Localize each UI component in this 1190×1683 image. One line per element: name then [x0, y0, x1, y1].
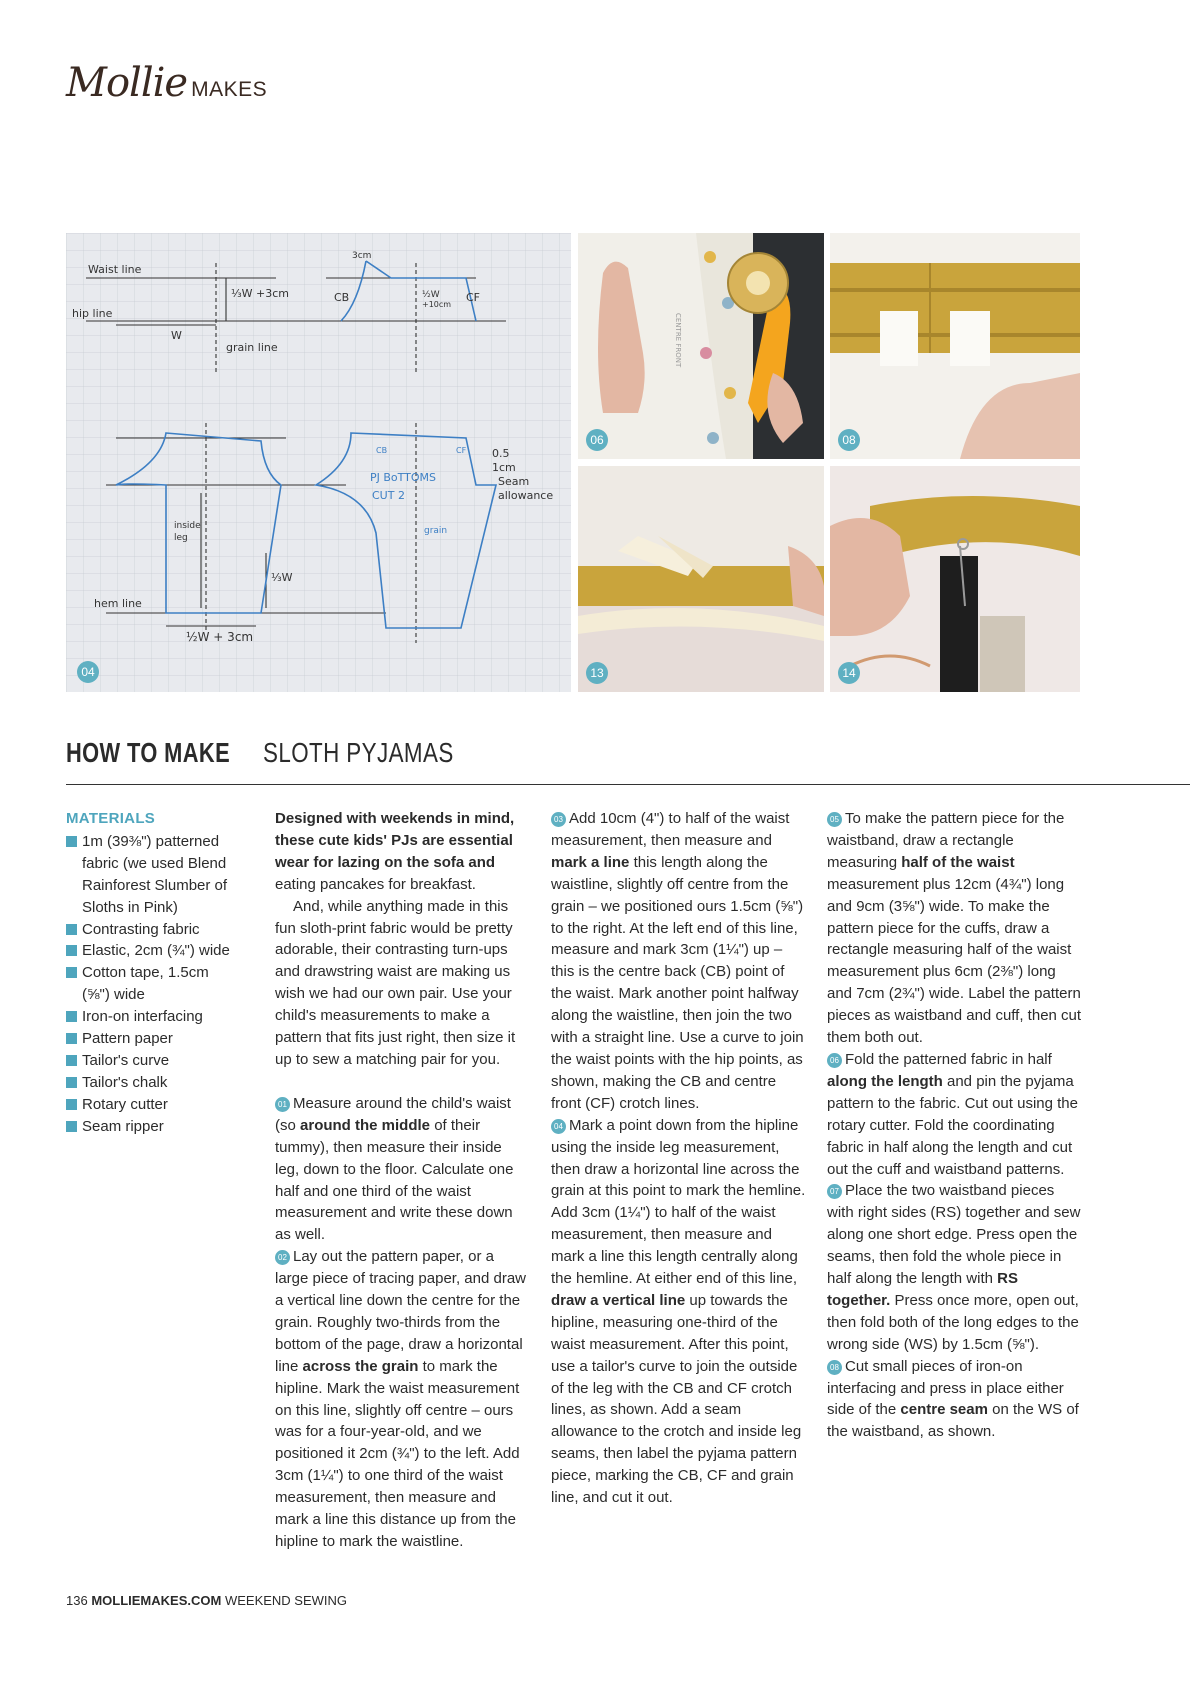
- body-column-1: [275, 808, 530, 1553]
- step-text: on the WS of the waistband, as shown.: [827, 1401, 1079, 1441]
- step-08: [827, 1356, 1082, 1444]
- materials-item: Tailor's curve: [66, 1050, 236, 1072]
- materials-item: Pattern paper: [66, 1028, 236, 1050]
- intro-paragraph-2: And, while anything made in this fun sloth-print fabric would be pretty adorable, their contrasting turn-ups and drawstring waist are making us wish we had our own pair. Use your child's measurements to make a pattern that fits just right, then size it up to sew a matching pair for you.: [275, 897, 516, 1068]
- step-bold: draw a vertical line: [551, 1291, 686, 1309]
- label-cf2: CF: [456, 446, 467, 455]
- step-bold: across the grain: [302, 1357, 419, 1375]
- materials-item: Cotton tape, 1.5cm (⅝") wide: [66, 962, 236, 1006]
- body-column-3: [827, 808, 1082, 1443]
- materials-item: Elastic, 2cm (¾") wide: [66, 940, 236, 962]
- pattern-sketch-graphic: [66, 233, 571, 692]
- footer-section: WEEKEND SEWING: [224, 1593, 348, 1608]
- label-cb2: CB: [376, 446, 388, 455]
- step-badge-04: 04: [77, 661, 99, 683]
- step-text: Place the two waistband pieces with right sides (RS) together and sew along one short edge. Press open the seams, then fold the whole piece in half along the length with: [827, 1182, 1081, 1288]
- step-badge-08: 08: [838, 429, 860, 451]
- heading-rule: [66, 784, 1190, 785]
- step-badge-14: 14: [838, 662, 860, 684]
- photo-rotary-cutter: [578, 233, 824, 459]
- cotton-tape-graphic: [578, 466, 824, 692]
- step-01: [275, 1093, 530, 1246]
- label-3cm: 3cm: [352, 251, 372, 261]
- waistband-interfacing-graphic: [830, 233, 1080, 459]
- step-bold: centre seam: [900, 1401, 988, 1419]
- label-hip-line: hip line: [72, 307, 113, 320]
- heading-light: SLOTH PYJAMAS: [262, 737, 454, 768]
- step-number-06: 06: [827, 1053, 842, 1068]
- step-text: Measure around the child's waist (so: [275, 1094, 511, 1134]
- step-text: To make the pattern piece for the waistband, draw a rectangle measuring: [827, 810, 1065, 871]
- label-seam-1cm: 1cm: [492, 461, 516, 474]
- footer-site: MOLLIEMAKES.COM: [91, 1593, 222, 1608]
- photo-cotton-tape: [578, 466, 824, 692]
- page-number: 136: [66, 1593, 88, 1608]
- rotary-cutter-graphic: [578, 233, 824, 459]
- step-bold: along the length: [827, 1072, 943, 1090]
- elastic-safety-pin-graphic: [830, 466, 1080, 692]
- body-column-2: [551, 808, 806, 1509]
- step-number-05: 05: [827, 812, 842, 827]
- step-text: Cut small pieces of iron-on interfacing and press in place either side of the: [827, 1357, 1064, 1419]
- step-badge-13: 13: [586, 662, 608, 684]
- brand-makes: MAKES: [191, 78, 268, 101]
- step-number-07: 07: [827, 1184, 842, 1199]
- step-text: and pin the pyjama pattern to the fabric. Cut out using the rotary cutter. Fold the coordinating fabric in half along the length and cut out the cuff and waistband patterns.: [827, 1072, 1078, 1178]
- step-bold: half of the waist: [901, 853, 1015, 871]
- step-text: Add 10cm (4") to half of the waist measurement, then measure and: [551, 810, 790, 849]
- step-text: Press once more, open out, then fold both of the long edges to the wrong side (WS) by 1.5cm (⅝").: [827, 1291, 1079, 1353]
- label-waist-line: Waist line: [88, 263, 142, 276]
- step-number-01: 01: [275, 1097, 290, 1112]
- step-text: Fold the patterned fabric in half: [845, 1050, 1052, 1068]
- step-06: [827, 1049, 1082, 1180]
- step-03: [551, 808, 806, 1115]
- label-grain-line: grain line: [226, 341, 278, 354]
- photo-waistband-interfacing: [830, 233, 1080, 459]
- label-third-w-2: ⅓W: [271, 571, 293, 584]
- label-hem-line: hem line: [94, 597, 142, 610]
- label-third-w: ⅓W +3cm: [231, 287, 290, 300]
- label-pj-bottoms: PJ BoTTOMS: [370, 471, 437, 484]
- label-plus10: +10cm: [422, 300, 452, 309]
- label-w: W: [171, 329, 182, 342]
- intro-paragraph: [275, 808, 530, 896]
- label-grain: grain: [424, 526, 448, 536]
- step-07: [827, 1180, 1082, 1355]
- step-number-08: 08: [827, 1360, 842, 1375]
- intro-bold: Designed with weekends in mind, these cute kids' PJs are essential wear for lazing on the sofa and: [275, 810, 515, 871]
- label-seam: Seam: [498, 475, 530, 488]
- label-cf: CF: [466, 291, 481, 304]
- materials-item: Iron-on interfacing: [66, 1006, 236, 1028]
- step-bold: mark a line: [551, 853, 630, 871]
- section-heading: [66, 737, 501, 769]
- label-cut-2: CUT 2: [372, 489, 405, 502]
- materials-title: MATERIALS: [66, 810, 156, 827]
- photo-elastic-safety-pin: [830, 466, 1080, 692]
- step-text: to mark the hipline. Mark the waist measurement on this line, slightly off centre – ours was for a four-year-old, and we positioned it 2cm (¾") to the left. Add 3cm (1¼") to one third of the waist measurement, then measure and mark a line this distance up from the hipline to mark the waistline.: [275, 1357, 520, 1550]
- step-05: [827, 808, 1082, 1049]
- step-text: Mark a point down from the hipline using the inside leg measurement, then draw a horizontal line across the grain at this point to mark the hemline. Add 3cm (1¼") to half of the waist measurement, then measure and mark a line this length centrally along the hemline. At either end of this line,: [551, 1116, 806, 1288]
- materials-item: Rotary cutter: [66, 1094, 236, 1116]
- photo-pattern-sketch: [66, 233, 571, 692]
- heading-bold: HOW TO MAKE: [66, 737, 231, 768]
- brand-script: Mollie: [66, 60, 188, 106]
- tape-centre-front: CENTRE FRONT: [674, 313, 682, 368]
- step-text: this length along the waistline, slightly off centre from the grain – we positioned ours 1.5cm (⅝") to the right. At the left end of this line, measure and mark 3cm (1¼") up – this is the centre back (CB) point of the waist. Mark another point halfway along the waistline, then join the two with a straight line. Use a curve to join the waist points with the hip points, as shown, making the CB and centre front (CF) crotch lines.: [551, 853, 804, 1112]
- step-02: [275, 1246, 530, 1553]
- step-bold: around the middle: [300, 1116, 431, 1134]
- step-text: Lay out the pattern paper, or a large piece of tracing paper, and draw a vertical line down the centre for the grain. Roughly two-thirds from the bottom of the page, draw a horizontal line: [275, 1248, 526, 1375]
- page-footer: [66, 1593, 347, 1608]
- step-04: [551, 1115, 806, 1509]
- step-number-02: 02: [275, 1250, 290, 1265]
- step-badge-06: 06: [586, 429, 608, 451]
- step-text: up towards the hipline, measuring one-third of the waist measurement. After this point, use a tailor's curve to join the outside of the leg with the CB and CF crotch lines, as shown. Add a seam allowance to the crotch and inside leg seams, then label the pyjama pattern piece, marking the CB, CF and grain line, and cut it out.: [551, 1291, 802, 1507]
- label-leg: leg: [174, 533, 188, 543]
- label-half-w: ½W: [422, 290, 440, 300]
- materials-column: [66, 808, 236, 1138]
- intro-rest: eating pancakes for breakfast.: [275, 875, 476, 893]
- materials-item: Contrasting fabric: [66, 919, 236, 941]
- materials-item: 1m (39⅜") patterned fabric (we used Blend Rainforest Slumber of Sloths in Pink): [66, 831, 236, 919]
- materials-list: [66, 831, 236, 1138]
- step-bold: RS together.: [827, 1270, 1018, 1309]
- label-inside: inside: [174, 521, 201, 531]
- materials-item: Tailor's chalk: [66, 1072, 236, 1094]
- materials-item: Seam ripper: [66, 1116, 236, 1138]
- brand-logo: [66, 60, 267, 106]
- label-seam-05: 0.5: [492, 447, 510, 460]
- step-number-04: 04: [551, 1119, 566, 1134]
- label-cb: CB: [334, 291, 350, 304]
- step-text: of their tummy), then measure their inside leg, down to the floor. Calculate one half and one third of the waist measurement and write these down as well.: [275, 1116, 514, 1244]
- step-number-03: 03: [551, 812, 566, 827]
- step-text: measurement plus 12cm (4¾") long and 9cm (3⅝") wide. To make the pattern piece for the cuffs, draw a rectangle measuring half of the waist measurement plus 6cm (2⅜") long and 7cm (2¾") wide. Label the pattern pieces as waistband and cuff, then cut them both out.: [827, 875, 1082, 1047]
- label-half-w-3cm: ½W + 3cm: [186, 630, 254, 644]
- label-allowance: allowance: [498, 489, 554, 502]
